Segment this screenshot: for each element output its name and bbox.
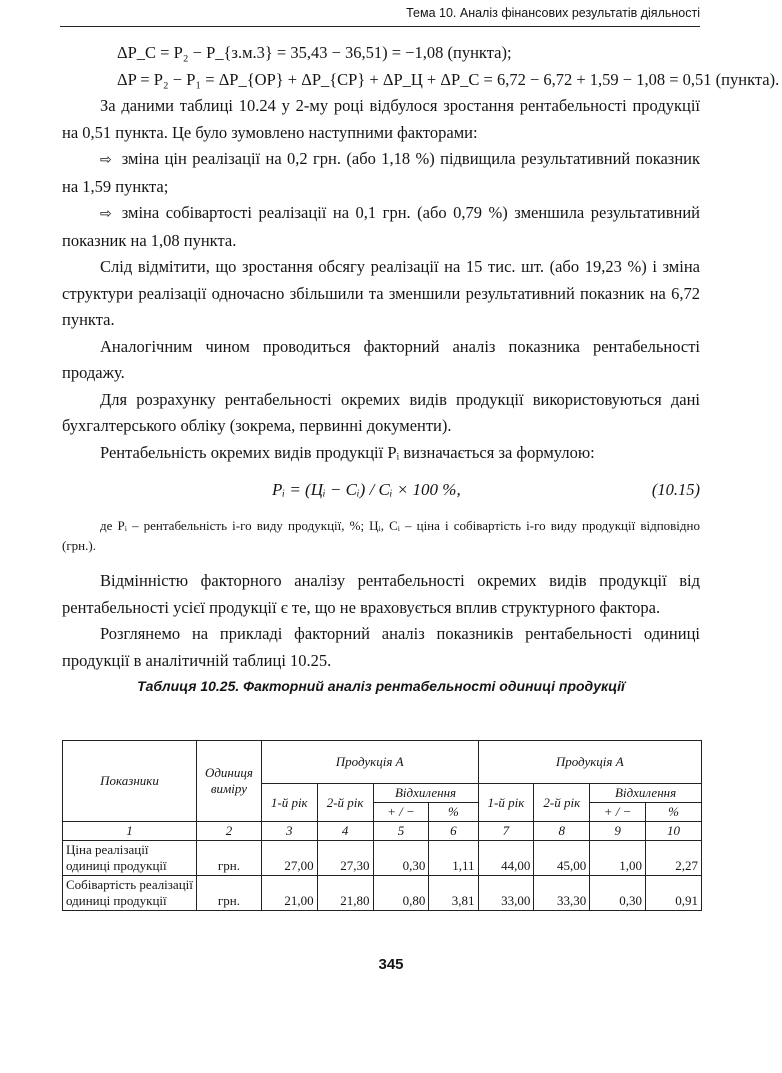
row-label: Собівартість реалізації одиниці продукції [63, 876, 197, 911]
formula-total-change: ΔP = P₂ − P₁ = ΔP_{OP} + ΔP_{CP} + ΔP_Ц + ΔP_C = 6,72 − 6,72 + 1,59 − 1,08 = 0,51 (пункта). [117, 69, 780, 89]
header-percent: % [429, 803, 478, 822]
paragraph-accounting: Для розрахунку рентабельності окремих видів продукції використовуються дані бухгалтерського обліку (зокрема, первинні документи). [62, 389, 700, 435]
header-year-1: 1-й рік [261, 784, 317, 822]
cell-value: 27,00 [261, 841, 317, 876]
arrow-right-icon: ⇨ [100, 152, 112, 168]
column-number: 2 [197, 822, 262, 841]
column-number: 6 [429, 822, 478, 841]
cell-value: 1,11 [429, 841, 478, 876]
cell-value: 1,00 [590, 841, 646, 876]
page-body [62, 40, 780, 696]
column-number: 4 [317, 822, 373, 841]
header-year-1b: 1-й рік [478, 784, 534, 822]
header-unit: Одиниця виміру [197, 741, 262, 822]
paragraph-volume: Слід відмітити, що зростання обсягу реалізації на 15 тис. шт. (або 19,23 %) і зміна структури реалізації одночасно збільшили та зменшили результативний показник на 6,72 пункта. [62, 257, 700, 329]
header-product-a-1: Продукція А [261, 741, 478, 784]
column-number: 3 [261, 822, 317, 841]
bullet-cost-text: зміна собівартості реалізації на 0,1 грн. (або 0,79 %) зменшила результативний показник на 1,08 пункта. [62, 203, 700, 250]
equation: Pᵢ = (Цᵢ − Cᵢ) / Cᵢ × 100 %, [272, 480, 461, 499]
cell-value: 3,81 [429, 876, 478, 911]
cell-value: 0,30 [373, 841, 429, 876]
paragraph-results: За даними таблиці 10.24 у 2-му році відбулося зростання рентабельності продукції на 0,51 пункта. Це було зумовлено наступними факторами: [62, 96, 700, 142]
row-unit: грн. [197, 876, 262, 911]
table-header-row-1 [63, 741, 702, 784]
table-row-price [63, 841, 702, 876]
table-row-cost [63, 876, 702, 911]
header-percent-2: % [646, 803, 702, 822]
equation-legend: де Pᵢ – рентабельність i-го виду продукції, %; Цᵢ, Cᵢ – ціна і собівартість i-го виду продукції відповідно (грн.). [62, 518, 700, 553]
header-indicator: Показники [63, 741, 197, 822]
cell-value: 33,30 [534, 876, 590, 911]
table-caption: Таблиця 10.25. Факторний аналіз рентабельності одиниці продукції [137, 678, 625, 694]
header-year-2b: 2-й рік [534, 784, 590, 822]
paragraph-difference: Відмінністю факторного аналізу рентабельності окремих видів продукції від рентабельності усієї продукції є те, що не враховується вплив структурного фактора. [62, 571, 700, 617]
header-deviation-2: Відхилення [590, 784, 702, 803]
arrow-right-icon: ⇨ [100, 206, 112, 222]
factor-analysis-table [62, 740, 702, 911]
column-number-row [63, 822, 702, 841]
header-plus-minus: + / − [373, 803, 429, 822]
cell-value: 0,80 [373, 876, 429, 911]
paragraph-example: Розглянемо на прикладі факторний аналіз показників рентабельності одиниці продукції в аналітичній таблиці 10.25. [62, 624, 700, 670]
column-number: 9 [590, 822, 646, 841]
column-number: 8 [534, 822, 590, 841]
cell-value: 33,00 [478, 876, 534, 911]
cell-value: 44,00 [478, 841, 534, 876]
cell-value: 2,27 [646, 841, 702, 876]
running-header: Тема 10. Аналіз фінансових результатів діяльності [60, 4, 700, 27]
header-product-a-2: Продукція А [478, 741, 702, 784]
cell-value: 0,30 [590, 876, 646, 911]
cell-value: 27,30 [317, 841, 373, 876]
formula-cost-factor: ΔP_C = P₂ − P_{з.м.3} = 35,43 − 36,51) = −1,08 (пункта); [117, 43, 512, 62]
header-plus-minus-2: + / − [590, 803, 646, 822]
equation-number: (10.15) [651, 480, 700, 499]
header-deviation: Відхилення [373, 784, 478, 803]
column-number: 10 [646, 822, 702, 841]
page-number: 345 [378, 956, 404, 973]
cell-value: 21,00 [261, 876, 317, 911]
column-number: 1 [63, 822, 197, 841]
equation-line [62, 466, 700, 514]
row-unit: грн. [197, 841, 262, 876]
cell-value: 21,80 [317, 876, 373, 911]
paragraph-analogous: Аналогічним чином проводиться факторний аналіз показника рентабельності продажу. [62, 336, 700, 382]
bullet-price-text: зміна цін реалізації на 0,2 грн. (або 1,18 %) підвищила результативний показник на 1,59 пункта; [62, 149, 700, 196]
cell-value: 0,91 [646, 876, 702, 911]
bullet-cost-change [62, 200, 700, 254]
bullet-price-change [62, 146, 700, 200]
row-label: Ціна реалізації одиниці продукції [63, 841, 197, 876]
column-number: 7 [478, 822, 534, 841]
column-number: 5 [373, 822, 429, 841]
header-year-2: 2-й рік [317, 784, 373, 822]
paragraph-formula-intro: Рентабельність окремих видів продукції Pᵢ визначається за формулою: [100, 442, 595, 462]
cell-value: 45,00 [534, 841, 590, 876]
